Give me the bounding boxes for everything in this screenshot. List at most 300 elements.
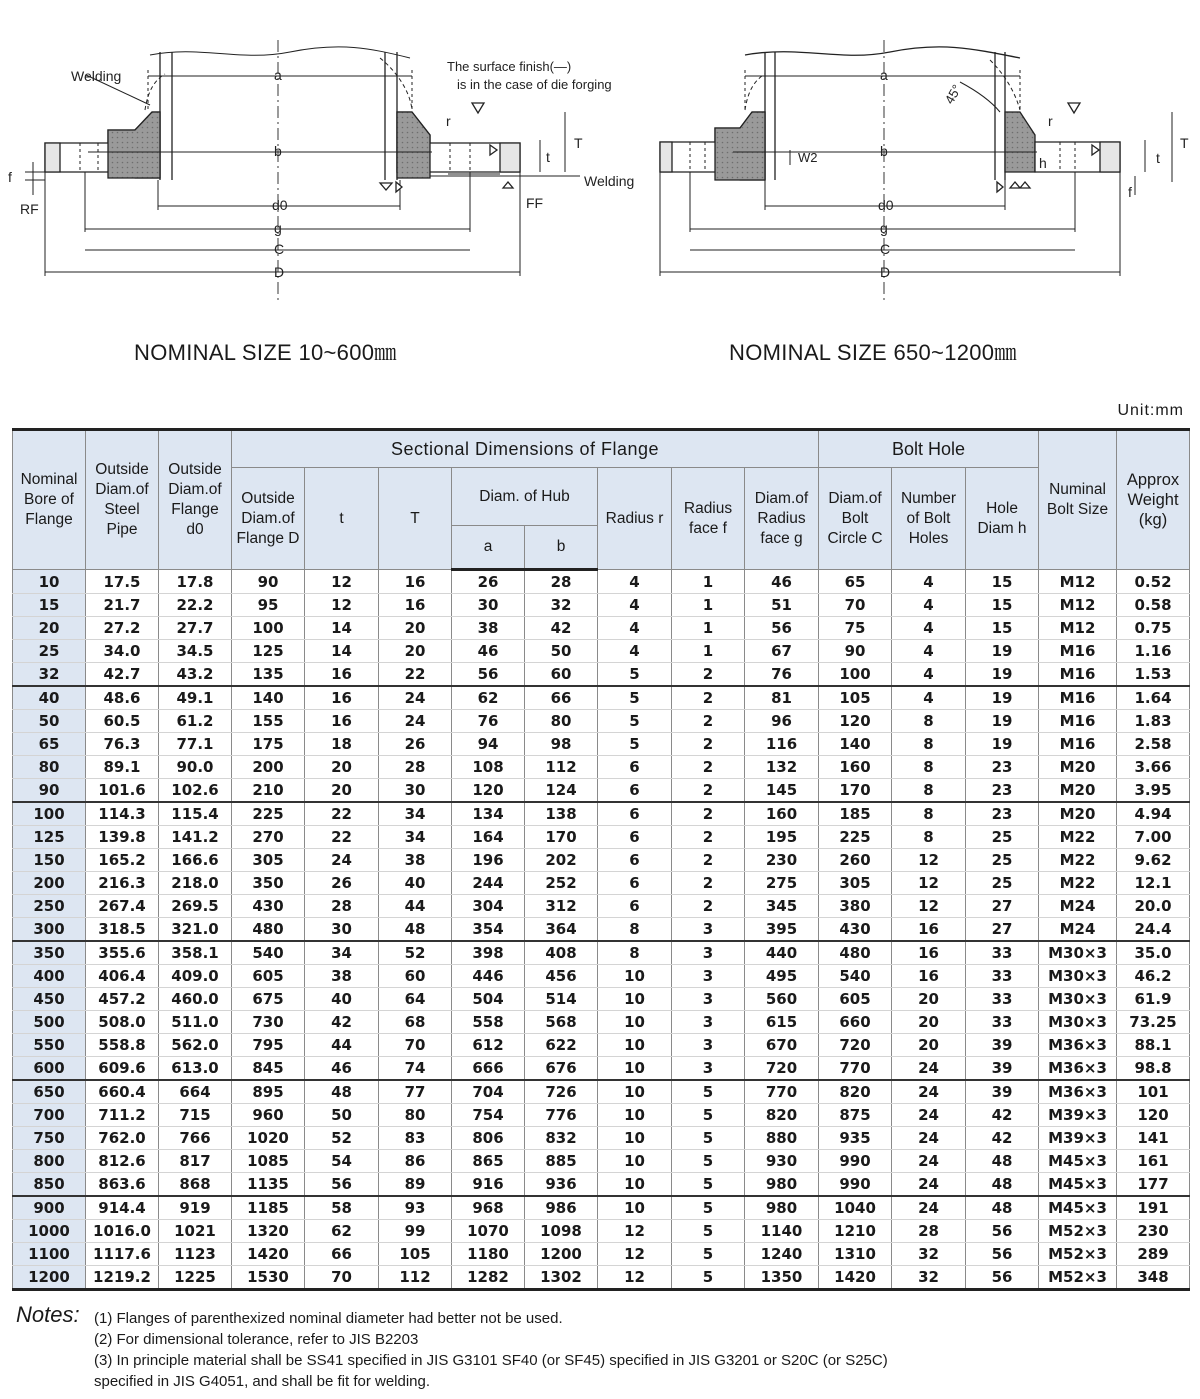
table-cell: 16 bbox=[305, 710, 379, 733]
table-cell: 1 bbox=[672, 640, 745, 663]
table-row bbox=[13, 1150, 1190, 1173]
table-cell: 12 bbox=[598, 1243, 672, 1266]
table-cell-bore: 400 bbox=[13, 965, 86, 988]
table-cell: M16 bbox=[1039, 733, 1117, 756]
table-cell: 89 bbox=[379, 1173, 452, 1197]
table-cell: 105 bbox=[819, 686, 892, 710]
table-row bbox=[13, 640, 1190, 663]
table-row bbox=[13, 941, 1190, 965]
table-cell: 95 bbox=[232, 594, 305, 617]
table-cell: 885 bbox=[525, 1150, 598, 1173]
table-cell: 10 bbox=[598, 965, 672, 988]
table-cell: 12 bbox=[892, 895, 966, 918]
table-cell: 50 bbox=[305, 1104, 379, 1127]
header-hub: Diam. of Hub bbox=[452, 468, 598, 526]
note-item: (2) For dimensional tolerance, refer to JIS B2203 bbox=[94, 1331, 419, 1348]
table-cell: 24 bbox=[892, 1196, 966, 1220]
table-cell: 1225 bbox=[159, 1266, 232, 1290]
table-cell: 613.0 bbox=[159, 1057, 232, 1081]
table-cell: 134 bbox=[452, 802, 525, 826]
table-row bbox=[13, 710, 1190, 733]
table-cell-bore: 125 bbox=[13, 826, 86, 849]
table-cell: M22 bbox=[1039, 872, 1117, 895]
table-cell: 42 bbox=[966, 1104, 1039, 1127]
header-bolt-hole: Bolt Hole bbox=[819, 430, 1039, 468]
table-cell: 15 bbox=[966, 570, 1039, 594]
table-cell: 8 bbox=[892, 733, 966, 756]
table-cell: 12 bbox=[305, 570, 379, 594]
table-cell: M12 bbox=[1039, 594, 1117, 617]
table-cell: 612 bbox=[452, 1034, 525, 1057]
notes-list bbox=[94, 1308, 888, 1392]
table-cell: 202 bbox=[525, 849, 598, 872]
table-cell: 81 bbox=[745, 686, 819, 710]
table-cell: 48 bbox=[305, 1080, 379, 1104]
table-cell: 24 bbox=[892, 1080, 966, 1104]
caption-large-sizes: NOMINAL SIZE 650~1200㎜ bbox=[729, 340, 1017, 365]
table-cell: 609.6 bbox=[86, 1057, 159, 1081]
table-cell: 19 bbox=[966, 733, 1039, 756]
table-cell: 3 bbox=[672, 988, 745, 1011]
table-cell: 8 bbox=[598, 941, 672, 965]
table-cell: 30 bbox=[379, 779, 452, 803]
table-cell: 141.2 bbox=[159, 826, 232, 849]
header-weight: Approx Weight (kg) bbox=[1117, 430, 1190, 570]
table-cell: 44 bbox=[305, 1034, 379, 1057]
table-cell: 77 bbox=[379, 1080, 452, 1104]
table-cell: 160 bbox=[745, 802, 819, 826]
table-cell: 8 bbox=[892, 779, 966, 803]
table-cell: 868 bbox=[159, 1173, 232, 1197]
table-cell: 26 bbox=[452, 570, 525, 594]
table-cell: M39×3 bbox=[1039, 1127, 1117, 1150]
table-cell: 22 bbox=[305, 826, 379, 849]
table-cell: 35.0 bbox=[1117, 941, 1190, 965]
label-rf: RF bbox=[20, 201, 39, 217]
table-cell: 817 bbox=[159, 1150, 232, 1173]
table-cell: 1310 bbox=[819, 1243, 892, 1266]
label-d0: d0 bbox=[272, 197, 288, 213]
table-cell: 33 bbox=[966, 965, 1039, 988]
table-cell: 1140 bbox=[745, 1220, 819, 1243]
table-cell: 269.5 bbox=[159, 895, 232, 918]
table-cell-bore: 10 bbox=[13, 570, 86, 594]
table-row bbox=[13, 733, 1190, 756]
table-cell: 140 bbox=[232, 686, 305, 710]
table-cell: 2 bbox=[672, 849, 745, 872]
table-cell: 832 bbox=[525, 1127, 598, 1150]
table-cell: M16 bbox=[1039, 663, 1117, 687]
table-cell: 112 bbox=[379, 1266, 452, 1290]
table-cell-bore: 550 bbox=[13, 1034, 86, 1057]
table-cell: 86 bbox=[379, 1150, 452, 1173]
table-cell: 275 bbox=[745, 872, 819, 895]
table-cell: 70 bbox=[379, 1034, 452, 1057]
table-cell: 170 bbox=[525, 826, 598, 849]
table-cell: 19 bbox=[966, 663, 1039, 687]
table-cell: 98.8 bbox=[1117, 1057, 1190, 1081]
table-cell: 3 bbox=[672, 1034, 745, 1057]
note-item: specified in JIS G4051, and shall be fit for welding. bbox=[94, 1373, 431, 1390]
table-cell: M45×3 bbox=[1039, 1173, 1117, 1197]
table-cell: 102.6 bbox=[159, 779, 232, 803]
table-cell: 90 bbox=[819, 640, 892, 663]
table-cell: 776 bbox=[525, 1104, 598, 1127]
table-cell: 2 bbox=[672, 895, 745, 918]
table-cell: 40 bbox=[305, 988, 379, 1011]
table-cell: 39 bbox=[966, 1080, 1039, 1104]
table-cell: 960 bbox=[232, 1104, 305, 1127]
table-cell: 23 bbox=[966, 802, 1039, 826]
table-cell: 42 bbox=[305, 1011, 379, 1034]
table-cell: M45×3 bbox=[1039, 1196, 1117, 1220]
table-cell: 46.2 bbox=[1117, 965, 1190, 988]
table-cell: 141 bbox=[1117, 1127, 1190, 1150]
table-cell: 2 bbox=[672, 826, 745, 849]
table-row bbox=[13, 570, 1190, 594]
table-cell: 560 bbox=[745, 988, 819, 1011]
table-cell: 812.6 bbox=[86, 1150, 159, 1173]
table-cell: 4 bbox=[892, 640, 966, 663]
table-cell: 66 bbox=[305, 1243, 379, 1266]
table-cell: 1085 bbox=[232, 1150, 305, 1173]
table-cell: 770 bbox=[745, 1080, 819, 1104]
table-cell: 140 bbox=[819, 733, 892, 756]
label-h: h bbox=[1039, 155, 1047, 171]
header-bolt-size: Numinal Bolt Size bbox=[1039, 430, 1117, 570]
table-cell: 18 bbox=[305, 733, 379, 756]
table-row bbox=[13, 849, 1190, 872]
table-cell: 27.2 bbox=[86, 617, 159, 640]
label-d0-2: d0 bbox=[878, 197, 894, 213]
surface-note-line1: The surface finish(—) bbox=[447, 59, 572, 74]
table-cell: 116 bbox=[745, 733, 819, 756]
table-cell: 8 bbox=[892, 756, 966, 779]
table-cell: 52 bbox=[305, 1127, 379, 1150]
table-cell: 124 bbox=[525, 779, 598, 803]
table-cell-bore: 50 bbox=[13, 710, 86, 733]
table-cell: 3.95 bbox=[1117, 779, 1190, 803]
table-cell: 2 bbox=[672, 756, 745, 779]
table-cell: 39 bbox=[966, 1034, 1039, 1057]
table-cell: 660 bbox=[819, 1011, 892, 1034]
table-cell: 936 bbox=[525, 1173, 598, 1197]
table-row bbox=[13, 663, 1190, 687]
table-cell: 83 bbox=[379, 1127, 452, 1150]
table-cell: M52×3 bbox=[1039, 1266, 1117, 1290]
table-cell: 1016.0 bbox=[86, 1220, 159, 1243]
table-cell: 1135 bbox=[232, 1173, 305, 1197]
table-cell: 1070 bbox=[452, 1220, 525, 1243]
table-cell-bore: 900 bbox=[13, 1196, 86, 1220]
table-cell: 225 bbox=[232, 802, 305, 826]
header-outside-pipe: Outside Diam.of Steel Pipe bbox=[86, 430, 159, 570]
table-cell: 16 bbox=[305, 663, 379, 687]
label-r: r bbox=[446, 113, 451, 129]
label-D-2: D bbox=[880, 264, 891, 280]
table-cell: 49.1 bbox=[159, 686, 232, 710]
table-cell: 865 bbox=[452, 1150, 525, 1173]
table-cell-bore: 80 bbox=[13, 756, 86, 779]
table-cell: 16 bbox=[379, 594, 452, 617]
table-cell: 726 bbox=[525, 1080, 598, 1104]
table-cell: 80 bbox=[525, 710, 598, 733]
table-cell: 89.1 bbox=[86, 756, 159, 779]
table-cell: 64 bbox=[379, 988, 452, 1011]
table-cell: 2 bbox=[672, 802, 745, 826]
label-angle: 45° bbox=[941, 81, 965, 107]
header-outside-flange-d0: Outside Diam.of Flange d0 bbox=[159, 430, 232, 570]
table-cell: 457.2 bbox=[86, 988, 159, 1011]
table-cell: 875 bbox=[819, 1104, 892, 1127]
table-cell: 24 bbox=[892, 1173, 966, 1197]
table-cell: 1 bbox=[672, 594, 745, 617]
table-cell: 105 bbox=[379, 1243, 452, 1266]
table-cell: 3 bbox=[672, 1011, 745, 1034]
table-cell-bore: 100 bbox=[13, 802, 86, 826]
table-cell: 44 bbox=[379, 895, 452, 918]
table-cell: 919 bbox=[159, 1196, 232, 1220]
table-cell: 54 bbox=[305, 1150, 379, 1173]
table-cell: 1098 bbox=[525, 1220, 598, 1243]
table-cell: 14 bbox=[305, 617, 379, 640]
table-cell: 1.16 bbox=[1117, 640, 1190, 663]
table-cell: 61.9 bbox=[1117, 988, 1190, 1011]
header-nominal-bore: Nominal Bore of Flange bbox=[13, 430, 86, 570]
label-r-2: r bbox=[1048, 113, 1053, 129]
header-sectional: Sectional Dimensions of Flange bbox=[232, 430, 819, 468]
table-cell: 65 bbox=[819, 570, 892, 594]
table-cell: 12 bbox=[598, 1220, 672, 1243]
table-cell: 2 bbox=[672, 663, 745, 687]
table-cell: 1.64 bbox=[1117, 686, 1190, 710]
table-cell: 60 bbox=[525, 663, 598, 687]
note-item: (1) Flanges of parenthexized nominal diameter had better not be used. bbox=[94, 1310, 563, 1327]
table-cell: 4 bbox=[598, 594, 672, 617]
table-cell: 34 bbox=[305, 941, 379, 965]
label-ff: FF bbox=[526, 195, 544, 211]
table-cell: 562.0 bbox=[159, 1034, 232, 1057]
table-row bbox=[13, 779, 1190, 803]
table-cell: 3 bbox=[672, 965, 745, 988]
table-cell: 100 bbox=[819, 663, 892, 687]
table-cell: 605 bbox=[232, 965, 305, 988]
caption-small-sizes: NOMINAL SIZE 10~600㎜ bbox=[134, 340, 397, 365]
table-cell: 1320 bbox=[232, 1220, 305, 1243]
table-cell: 32 bbox=[525, 594, 598, 617]
table-cell: 244 bbox=[452, 872, 525, 895]
table-cell: 456 bbox=[525, 965, 598, 988]
table-cell: 540 bbox=[819, 965, 892, 988]
table-cell: 25 bbox=[966, 826, 1039, 849]
table-cell: 318.5 bbox=[86, 918, 159, 942]
table-cell: 260 bbox=[819, 849, 892, 872]
table-cell: 3 bbox=[672, 918, 745, 942]
table-cell: 5 bbox=[672, 1173, 745, 1197]
table-cell: M16 bbox=[1039, 640, 1117, 663]
table-cell: 28 bbox=[892, 1220, 966, 1243]
table-cell: 3 bbox=[672, 941, 745, 965]
table-cell: 27 bbox=[966, 895, 1039, 918]
table-cell: 568 bbox=[525, 1011, 598, 1034]
table-cell: 845 bbox=[232, 1057, 305, 1081]
table-row bbox=[13, 1011, 1190, 1034]
table-cell: 20 bbox=[892, 1011, 966, 1034]
table-cell-bore: 600 bbox=[13, 1057, 86, 1081]
table-cell: 43.2 bbox=[159, 663, 232, 687]
label-C-2: C bbox=[880, 241, 891, 257]
table-cell: 704 bbox=[452, 1080, 525, 1104]
table-cell-bore: 300 bbox=[13, 918, 86, 942]
table-cell: 1040 bbox=[819, 1196, 892, 1220]
table-cell: 5 bbox=[672, 1127, 745, 1150]
table-cell: 48 bbox=[966, 1150, 1039, 1173]
table-cell: 348 bbox=[1117, 1266, 1190, 1290]
table-cell: 1021 bbox=[159, 1220, 232, 1243]
table-cell: 33 bbox=[966, 941, 1039, 965]
table-cell: 42 bbox=[525, 617, 598, 640]
table-cell-bore: 800 bbox=[13, 1150, 86, 1173]
table-cell: 305 bbox=[232, 849, 305, 872]
table-cell: 22.2 bbox=[159, 594, 232, 617]
table-cell: 715 bbox=[159, 1104, 232, 1127]
table-cell: 4 bbox=[892, 617, 966, 640]
table-cell: 27 bbox=[966, 918, 1039, 942]
header-hole-diam: Hole Diam h bbox=[966, 468, 1039, 570]
table-row bbox=[13, 965, 1190, 988]
table-cell: 60 bbox=[379, 965, 452, 988]
table-cell: 270 bbox=[232, 826, 305, 849]
table-cell: 42.7 bbox=[86, 663, 159, 687]
header-bolt-circle: Diam.of Bolt Circle C bbox=[819, 468, 892, 570]
table-cell: 5 bbox=[598, 663, 672, 687]
table-cell: 863.6 bbox=[86, 1173, 159, 1197]
table-cell: 177 bbox=[1117, 1173, 1190, 1197]
table-cell: 754 bbox=[452, 1104, 525, 1127]
table-cell: 5 bbox=[598, 733, 672, 756]
label-t-small-2: t bbox=[1156, 150, 1160, 166]
table-cell: 4 bbox=[598, 570, 672, 594]
table-cell: 139.8 bbox=[86, 826, 159, 849]
table-row bbox=[13, 872, 1190, 895]
table-cell-bore: 15 bbox=[13, 594, 86, 617]
table-cell: 5 bbox=[672, 1150, 745, 1173]
table-cell: 25 bbox=[966, 849, 1039, 872]
table-cell: 38 bbox=[379, 849, 452, 872]
table-cell: 660.4 bbox=[86, 1080, 159, 1104]
table-cell-bore: 650 bbox=[13, 1080, 86, 1104]
table-cell: M24 bbox=[1039, 918, 1117, 942]
table-cell: 80 bbox=[379, 1104, 452, 1127]
table-cell: 38 bbox=[305, 965, 379, 988]
table-cell: 27.7 bbox=[159, 617, 232, 640]
table-cell: 355.6 bbox=[86, 941, 159, 965]
table-cell: 50 bbox=[525, 640, 598, 663]
header-radius-face: Radius face f bbox=[672, 468, 745, 570]
table-cell: 460.0 bbox=[159, 988, 232, 1011]
table-row bbox=[13, 1034, 1190, 1057]
header-t: t bbox=[305, 468, 379, 570]
table-cell: 46 bbox=[452, 640, 525, 663]
table-cell: 58 bbox=[305, 1196, 379, 1220]
header-radius: Radius r bbox=[598, 468, 672, 570]
table-cell: 155 bbox=[232, 710, 305, 733]
table-cell: 3.66 bbox=[1117, 756, 1190, 779]
table-cell-bore: 25 bbox=[13, 640, 86, 663]
table-cell: M45×3 bbox=[1039, 1150, 1117, 1173]
table-cell: 880 bbox=[745, 1127, 819, 1150]
table-cell: 267.4 bbox=[86, 895, 159, 918]
table-cell: 1117.6 bbox=[86, 1243, 159, 1266]
table-cell: 32 bbox=[892, 1243, 966, 1266]
table-row bbox=[13, 1196, 1190, 1220]
table-cell: M30×3 bbox=[1039, 988, 1117, 1011]
table-cell: 8 bbox=[598, 918, 672, 942]
table-cell: 76 bbox=[745, 663, 819, 687]
table-cell: 30 bbox=[305, 918, 379, 942]
table-cell: 986 bbox=[525, 1196, 598, 1220]
table-cell: 76.3 bbox=[86, 733, 159, 756]
table-cell: 164 bbox=[452, 826, 525, 849]
table-cell: 1020 bbox=[232, 1127, 305, 1150]
table-cell: 48 bbox=[966, 1196, 1039, 1220]
table-cell: 675 bbox=[232, 988, 305, 1011]
table-cell: 38 bbox=[452, 617, 525, 640]
table-cell: 30 bbox=[452, 594, 525, 617]
table-cell: M12 bbox=[1039, 570, 1117, 594]
table-cell: 22 bbox=[305, 802, 379, 826]
header-outside-flange-D: Outside Diam.of Flange D bbox=[232, 468, 305, 570]
table-cell: 19 bbox=[966, 686, 1039, 710]
table-cell: 990 bbox=[819, 1150, 892, 1173]
table-cell: 195 bbox=[745, 826, 819, 849]
table-row bbox=[13, 895, 1190, 918]
table-cell: 1.53 bbox=[1117, 663, 1190, 687]
table-row bbox=[13, 1080, 1190, 1104]
table-cell: 62 bbox=[452, 686, 525, 710]
table-cell: 98 bbox=[525, 733, 598, 756]
header-hub-b: b bbox=[525, 526, 598, 570]
table-cell-bore: 1100 bbox=[13, 1243, 86, 1266]
notes-title: Notes: bbox=[16, 1302, 80, 1327]
table-cell: 24 bbox=[379, 686, 452, 710]
table-row bbox=[13, 1220, 1190, 1243]
table-cell: 916 bbox=[452, 1173, 525, 1197]
table-cell: 70 bbox=[305, 1266, 379, 1290]
table-cell: 12 bbox=[305, 594, 379, 617]
table-cell: 666 bbox=[452, 1057, 525, 1081]
table-cell: 33 bbox=[966, 1011, 1039, 1034]
table-cell: 935 bbox=[819, 1127, 892, 1150]
table-cell: 120 bbox=[819, 710, 892, 733]
table-cell: 165.2 bbox=[86, 849, 159, 872]
table-cell: 480 bbox=[819, 941, 892, 965]
table-cell: 61.2 bbox=[159, 710, 232, 733]
table-cell: 24 bbox=[305, 849, 379, 872]
table-cell-bore: 350 bbox=[13, 941, 86, 965]
table-cell: 5 bbox=[672, 1080, 745, 1104]
table-cell-bore: 40 bbox=[13, 686, 86, 710]
header-T: T bbox=[379, 468, 452, 570]
table-cell: 1420 bbox=[819, 1266, 892, 1290]
table-cell: 558 bbox=[452, 1011, 525, 1034]
table-cell: 68 bbox=[379, 1011, 452, 1034]
table-cell: 7.00 bbox=[1117, 826, 1190, 849]
table-cell: 74 bbox=[379, 1057, 452, 1081]
table-cell: 806 bbox=[452, 1127, 525, 1150]
table-cell: 1180 bbox=[452, 1243, 525, 1266]
table-cell: 670 bbox=[745, 1034, 819, 1057]
